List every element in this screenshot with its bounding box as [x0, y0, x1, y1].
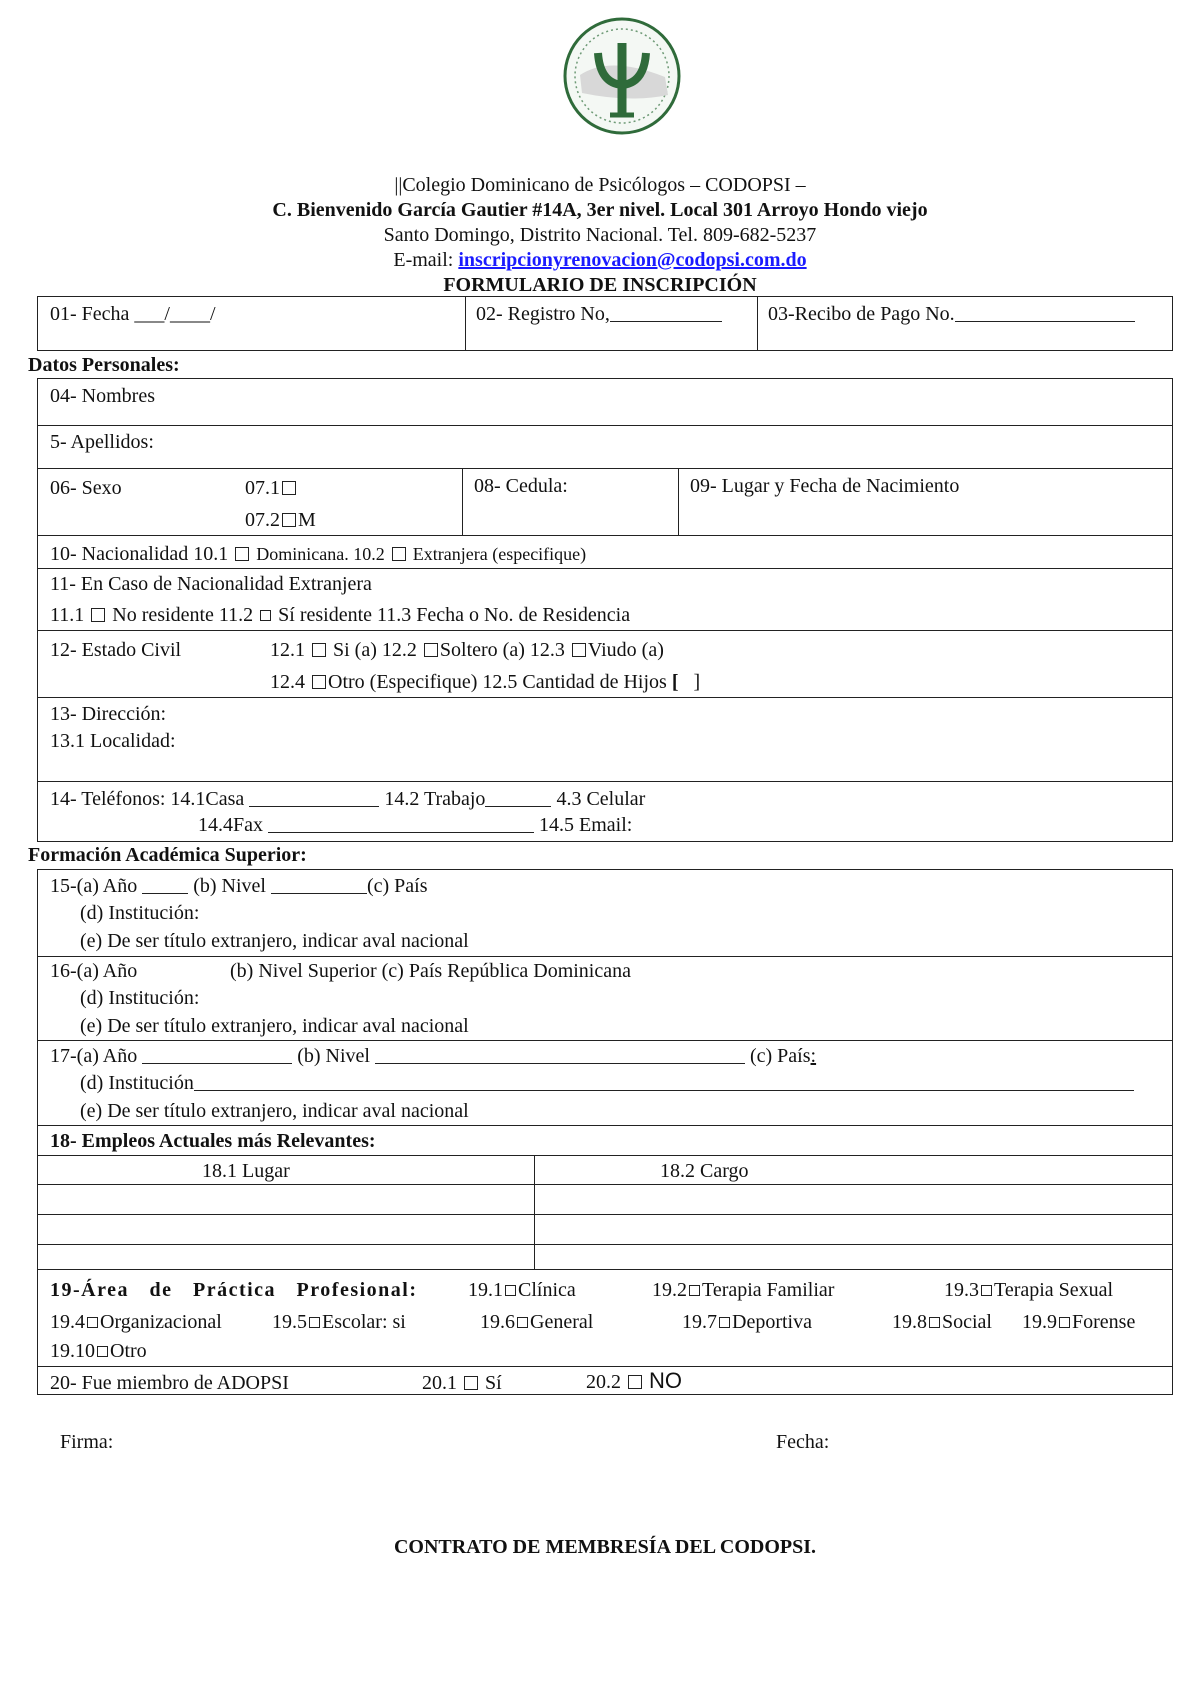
row17-institucion[interactable]: (d) Institución	[80, 1071, 1134, 1095]
codopsi-logo	[560, 15, 684, 137]
recibo-field[interactable]: 03-Recibo de Pago No.	[768, 302, 1135, 326]
practice-19-8[interactable]: 19.8 Social	[892, 1311, 992, 1333]
checkbox-icon	[719, 1317, 730, 1328]
email-link[interactable]: inscripcionyrenovacion@codopsi.com.do	[458, 249, 807, 271]
checkbox-icon	[464, 1376, 478, 1390]
email-label: E-mail:	[393, 249, 459, 271]
estado-civil-label: 12- Estado Civil	[50, 639, 182, 661]
firma-label: Firma:	[60, 1431, 114, 1453]
checkbox-icon[interactable]	[91, 608, 105, 622]
practice-19-10[interactable]: 19.10 Otro	[50, 1340, 147, 1362]
checkbox-icon[interactable]	[235, 547, 249, 561]
sexo-opt1[interactable]: 07.1	[245, 476, 298, 500]
localidad-field[interactable]: 13.1 Localidad:	[50, 730, 176, 752]
checkbox-icon	[87, 1317, 98, 1328]
lugar-fecha-nacimiento-field[interactable]: 09- Lugar y Fecha de Nacimiento	[690, 475, 960, 497]
row15-line1: 15-(a) Año (b) Nivel (c) País	[50, 875, 428, 897]
row17-line1: 17-(a) Año (b) Nivel (c) País:	[50, 1045, 817, 1067]
row16-institucion[interactable]: (d) Institución:	[80, 987, 200, 1009]
row16-aval: (e) De ser título extranjero, indicar aval nacional	[80, 1015, 469, 1037]
adopsi-si[interactable]: 20.1 Sí	[422, 1372, 502, 1394]
adopsi-label: 20- Fue miembro de ADOPSI	[50, 1372, 289, 1394]
checkbox-icon	[517, 1317, 528, 1328]
checkbox-icon	[1059, 1317, 1070, 1328]
residencia-row: 11.1 No residente 11.2 Sí residente 11.3 Fecha o No. de Residencia	[50, 604, 631, 626]
row16-nivel-pais: (b) Nivel Superior (c) País República Dominicana	[230, 960, 631, 982]
direccion-field[interactable]: 13- Dirección:	[50, 703, 167, 725]
col-lugar: 18.1 Lugar	[202, 1160, 290, 1182]
checkbox-icon[interactable]	[260, 610, 271, 621]
estado-civil-row1: 12.1 Si (a) 12.2 Soltero (a) 12.3 Viudo (a)	[270, 639, 664, 661]
practice-19-4[interactable]: 19.4 Organizacional	[50, 1311, 222, 1333]
checkbox-icon	[628, 1375, 642, 1389]
checkbox-icon[interactable]	[312, 643, 326, 657]
practice-19-6[interactable]: 19.6 General	[480, 1311, 594, 1333]
org-address: C. Bienvenido García Gautier #14A, 3er nivel. Local 301 Arroyo Hondo viejo	[272, 199, 928, 221]
estado-civil-row2: 12.4 Otro (Especifique) 12.5 Cantidad de Hijos [ ]	[270, 671, 701, 693]
checkbox-icon[interactable]	[312, 675, 326, 689]
practice-19-5[interactable]: 19.5 Escolar: si	[272, 1311, 406, 1333]
fecha-label: Fecha:	[776, 1431, 830, 1453]
practice-19-1[interactable]: 19.1 Clínica	[468, 1279, 576, 1301]
registro-field[interactable]: 02- Registro No,	[476, 302, 722, 326]
checkbox-icon[interactable]	[572, 643, 586, 657]
practice-19-3[interactable]: 19.3 Terapia Sexual	[944, 1279, 1114, 1301]
row17-aval: (e) De ser título extranjero, indicar aval nacional	[80, 1100, 469, 1122]
form-title: FORMULARIO DE INSCRIPCIÓN	[443, 274, 757, 296]
row15-institucion[interactable]: (d) Institución:	[80, 902, 200, 924]
telefonos-row: 14- Teléfonos: 14.1Casa 14.2 Trabajo 4.3 Celular	[50, 788, 646, 810]
practice-19-2[interactable]: 19.2 Terapia Familiar	[652, 1279, 835, 1301]
checkbox-icon	[689, 1285, 700, 1296]
r17-nivel-input[interactable]	[375, 1045, 745, 1064]
fax-email-row: 14.4Fax 14.5 Email:	[198, 814, 633, 836]
fax-input[interactable]	[268, 814, 534, 833]
cedula-field[interactable]: 08- Cedula:	[474, 475, 568, 497]
r15-nivel-input[interactable]	[271, 875, 367, 894]
contract-title: CONTRATO DE MEMBRESÍA DEL CODOPSI.	[393, 1536, 817, 1558]
checkbox-icon	[981, 1285, 992, 1296]
sexo-opt2[interactable]: 07.2 M	[245, 509, 316, 531]
practice-19-9[interactable]: 19.9 Forense	[1022, 1311, 1136, 1333]
checkbox-icon	[97, 1346, 108, 1357]
row15-aval: (e) De ser título extranjero, indicar aval nacional	[80, 930, 469, 952]
nacionalidad-row: 10- Nacionalidad 10.1 Dominicana. 10.2 Extranjera (especifique)	[50, 543, 587, 565]
org-name: ||Colegio Dominicano de Psicólogos – CODOPSI –	[394, 174, 806, 196]
adopsi-no[interactable]: 20.2 NO	[586, 1368, 682, 1393]
org-email-line	[0, 247, 1200, 273]
row16-ano[interactable]: 16-(a) Año	[50, 960, 138, 982]
r15-ano-input[interactable]	[142, 875, 188, 894]
checkbox-icon	[929, 1317, 940, 1328]
fecha-field[interactable]: 01- Fecha ___/____/	[50, 303, 216, 325]
nombres-field[interactable]: 04- Nombres	[50, 385, 155, 407]
checkbox-icon[interactable]	[424, 643, 438, 657]
section-datos-personales: Datos Personales:	[28, 354, 180, 376]
casa-input[interactable]	[249, 788, 379, 807]
checkbox-icon[interactable]	[392, 547, 406, 561]
checkbox-icon	[505, 1285, 516, 1296]
r17-ano-input[interactable]	[142, 1045, 292, 1064]
practice-title: 19-Área de Práctica Profesional:	[50, 1279, 418, 1301]
extranjera-title: 11- En Caso de Nacionalidad Extranjera	[50, 573, 372, 595]
empleos-title: 18- Empleos Actuales más Relevantes:	[50, 1130, 376, 1152]
checkbox-icon	[282, 481, 296, 495]
checkbox-icon	[282, 513, 296, 527]
section-formacion-academica: Formación Académica Superior:	[28, 844, 307, 866]
trabajo-input[interactable]	[485, 788, 551, 807]
practice-19-7[interactable]: 19.7 Deportiva	[682, 1311, 812, 1333]
col-cargo: 18.2 Cargo	[660, 1160, 749, 1182]
org-city-phone: Santo Domingo, Distrito Nacional. Tel. 809-682-5237	[383, 224, 817, 246]
apellidos-field[interactable]: 5- Apellidos:	[50, 431, 154, 453]
checkbox-icon	[309, 1317, 320, 1328]
sexo-label: 06- Sexo	[50, 477, 122, 499]
